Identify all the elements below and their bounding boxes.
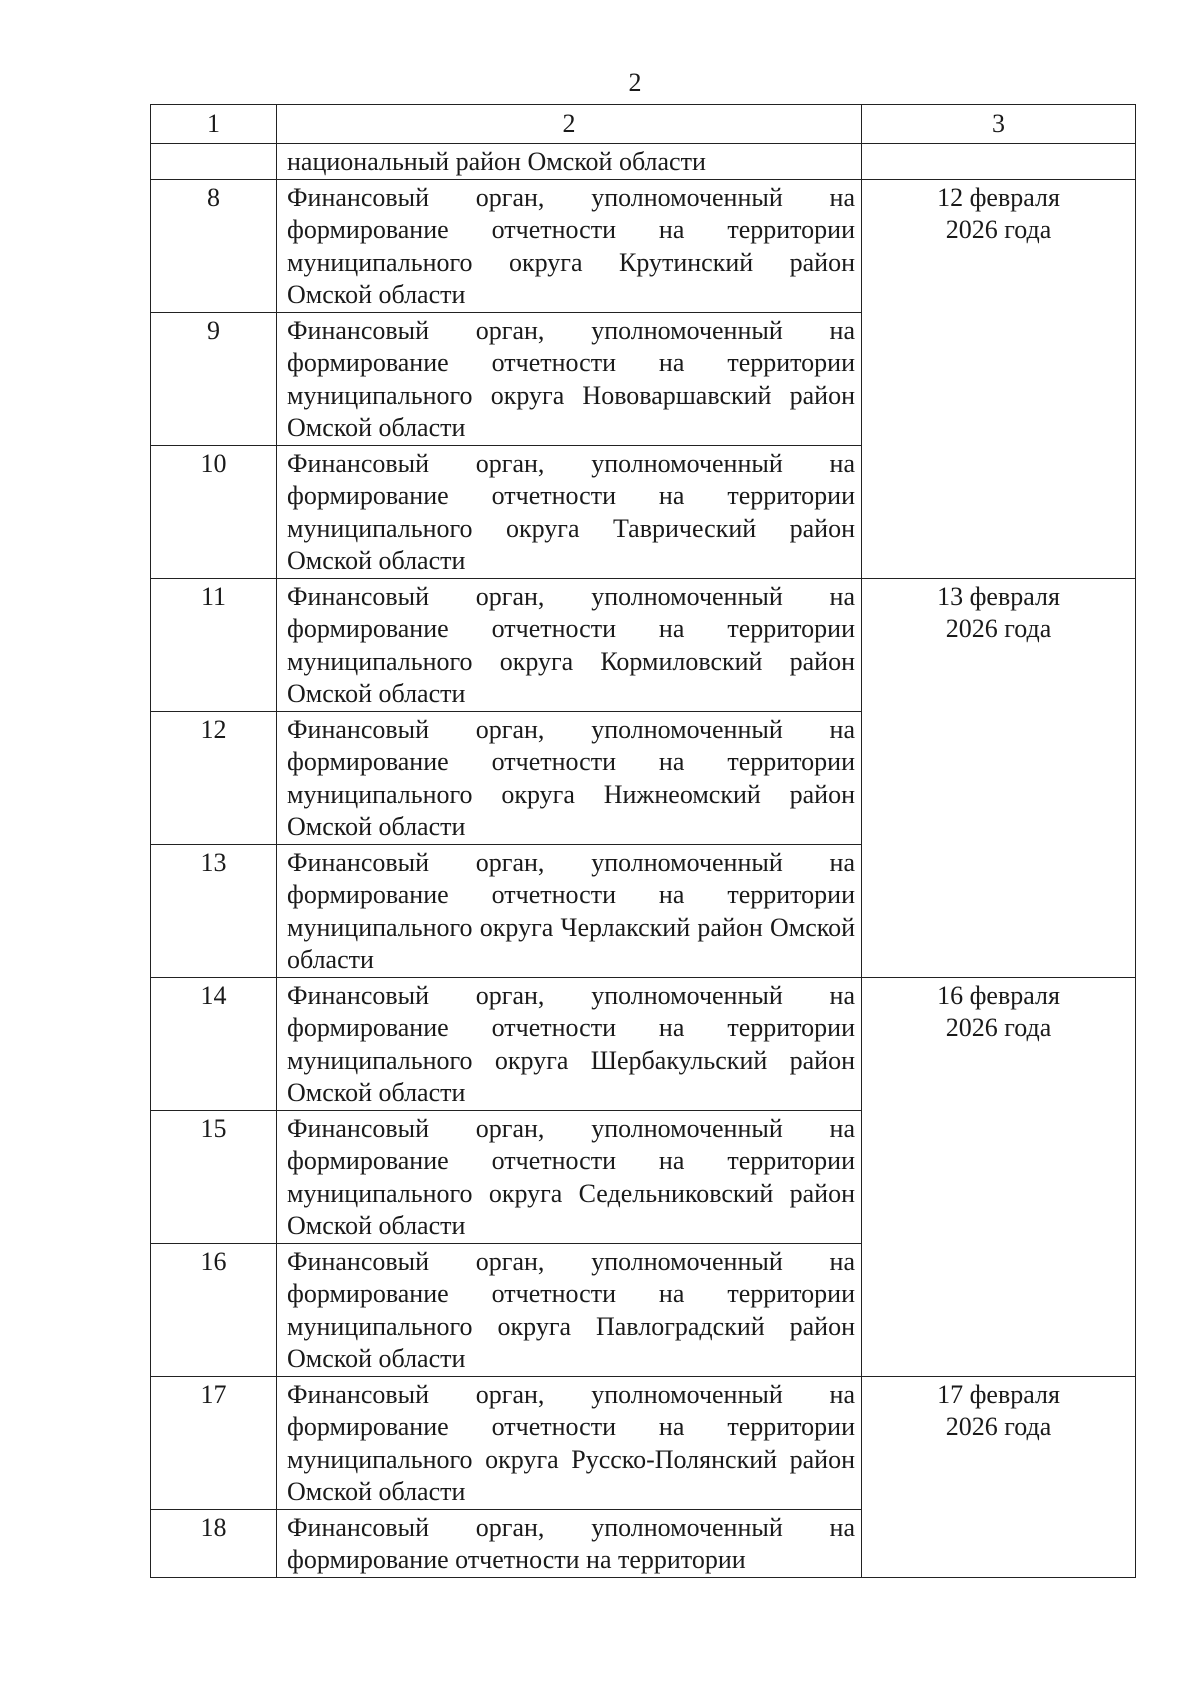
deadline-date-day: 17 февраля [937, 1379, 1060, 1409]
row-number: 13 [151, 844, 277, 977]
deadline-date-year: 2026 года [945, 1412, 1052, 1441]
column-header-3: 3 [862, 105, 1136, 144]
row-number: 15 [151, 1110, 277, 1243]
row-description: Финансовый орган, уполномоченный на формирование отчетности на территории муниципального округа Шербакульский район Омской области [277, 977, 862, 1110]
row-description: Финансовый орган, уполномоченный на формирование отчетности на территории муниципального округа Крутинский район Омской области [277, 179, 862, 312]
deadline-date-year: 2026 года [945, 1013, 1052, 1042]
column-header-2: 2 [277, 105, 862, 144]
continuation-row [151, 144, 1136, 180]
row-number: 18 [151, 1509, 277, 1577]
row-number: 10 [151, 445, 277, 578]
continuation-num-cell [151, 144, 277, 180]
row-description: Финансовый орган, уполномоченный на формирование отчетности на территории муниципального округа Седельниковский район Омской области [277, 1110, 862, 1243]
schedule-table [150, 104, 1136, 1578]
row-description: Финансовый орган, уполномоченный на формирование отчетности на территории муниципального округа Нововаршавский район Омской области [277, 312, 862, 445]
deadline-date-day: 13 февраля [937, 581, 1060, 611]
deadline-date [862, 179, 1136, 578]
row-description: Финансовый орган, уполномоченный на формирование отчетности на территории муниципального округа Кормиловский район Омской области [277, 578, 862, 711]
row-number: 9 [151, 312, 277, 445]
deadline-date-day: 16 февраля [937, 980, 1060, 1010]
deadline-date [862, 578, 1136, 977]
row-description: Финансовый орган, уполномоченный на формирование отчетности на территории муниципального округа Черлакский район Омской области [277, 844, 862, 977]
table-row [151, 977, 1136, 1110]
row-number: 16 [151, 1243, 277, 1376]
table-row [151, 1376, 1136, 1509]
continuation-date-cell [862, 144, 1136, 180]
deadline-date-day: 12 февраля [937, 182, 1060, 212]
row-number: 17 [151, 1376, 277, 1509]
row-description: Финансовый орган, уполномоченный на формирование отчетности на территории [277, 1509, 862, 1577]
row-number: 14 [151, 977, 277, 1110]
column-header-1: 1 [151, 105, 277, 144]
row-number: 8 [151, 179, 277, 312]
deadline-date [862, 977, 1136, 1376]
row-description: Финансовый орган, уполномоченный на формирование отчетности на территории муниципального округа Нижнеомский район Омской области [277, 711, 862, 844]
row-number: 11 [151, 578, 277, 711]
row-description: Финансовый орган, уполномоченный на формирование отчетности на территории муниципального округа Таврический район Омской области [277, 445, 862, 578]
table-row [151, 179, 1136, 312]
page-number: 2 [628, 68, 642, 97]
deadline-date [862, 1376, 1136, 1577]
continuation-text: национальный район Омской области [277, 144, 862, 180]
table-row [151, 578, 1136, 711]
table-header-row [151, 105, 1136, 144]
deadline-date-year: 2026 года [945, 614, 1052, 643]
row-description: Финансовый орган, уполномоченный на формирование отчетности на территории муниципального округа Русско-Полянский район Омской области [277, 1376, 862, 1509]
deadline-date-year: 2026 года [945, 215, 1052, 244]
row-description: Финансовый орган, уполномоченный на формирование отчетности на территории муниципального округа Павлоградский район Омской области [277, 1243, 862, 1376]
row-number: 12 [151, 711, 277, 844]
